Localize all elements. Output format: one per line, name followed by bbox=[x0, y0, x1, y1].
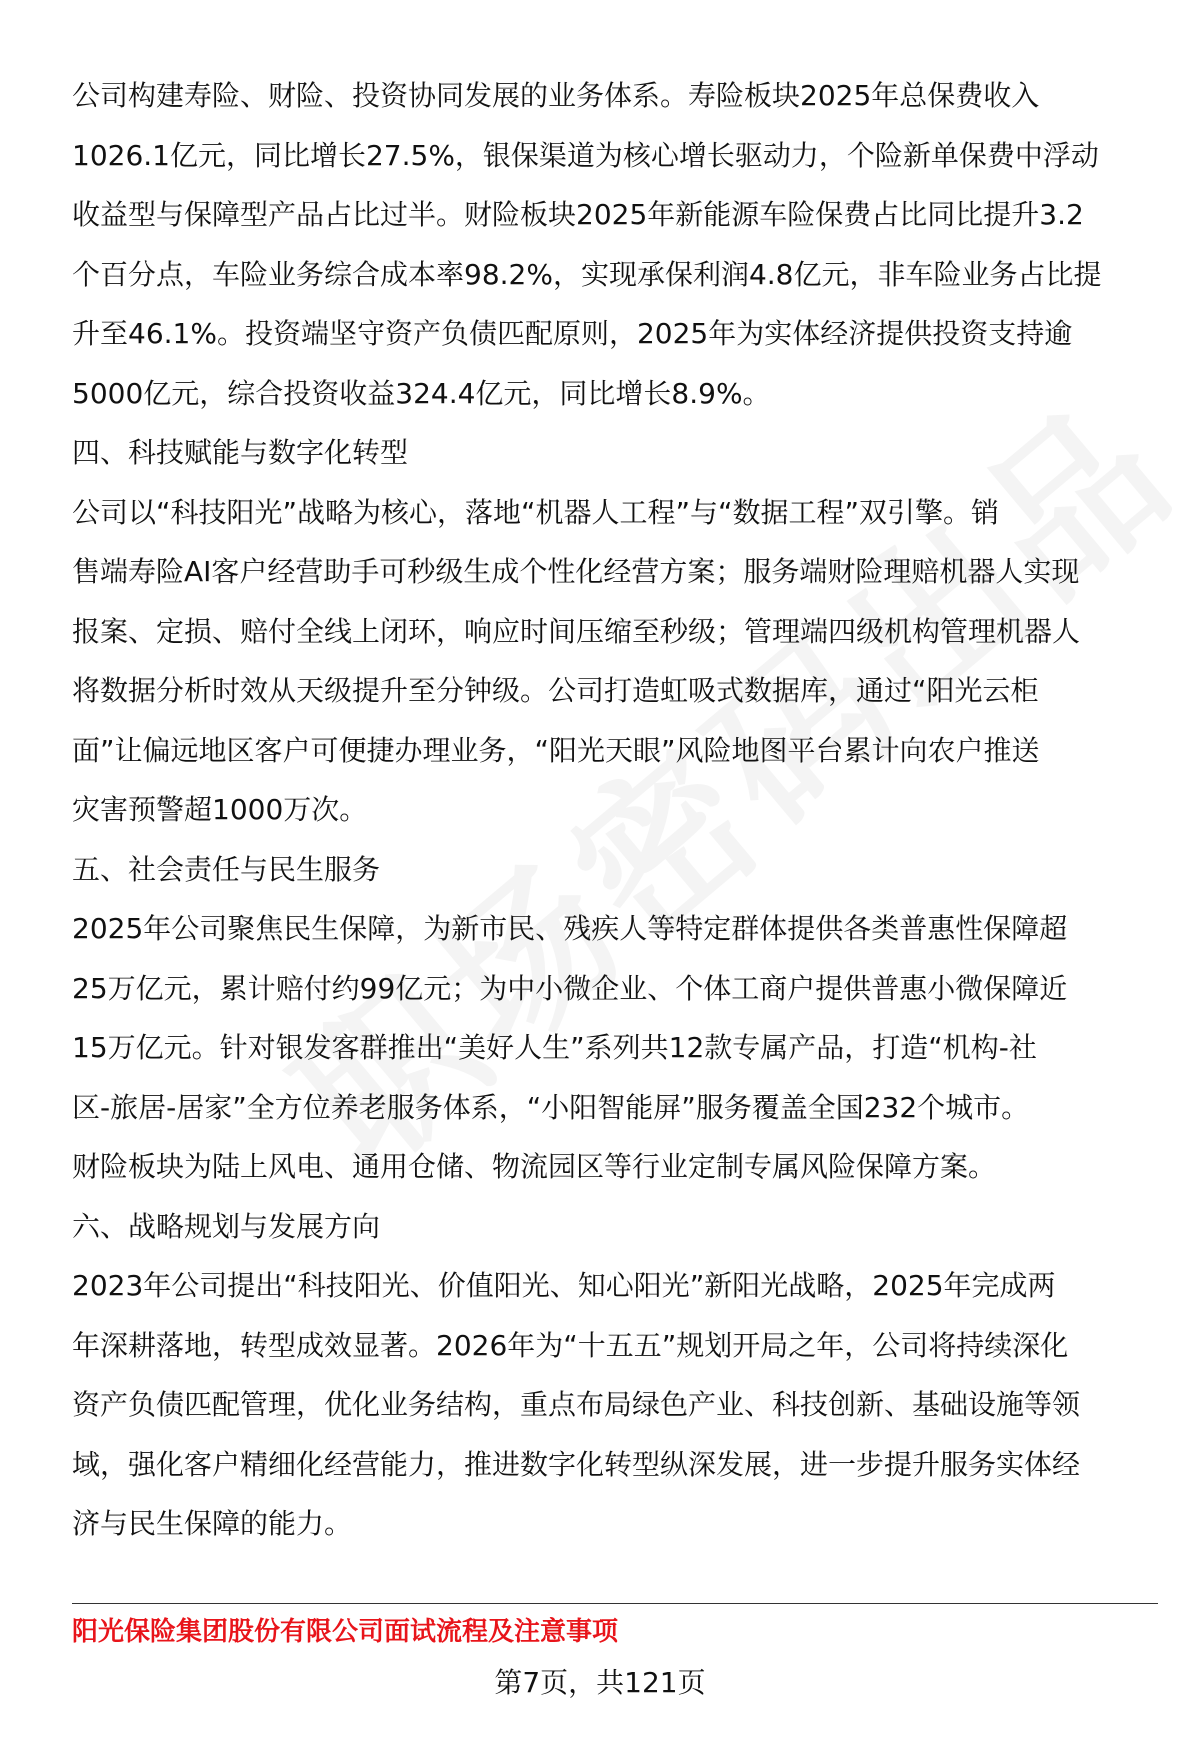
section-heading: 六、战略规划与发展方向 bbox=[72, 1209, 381, 1243]
paragraph-line: 面”让偏远地区客户可便捷办理业务，“阳光天眼”风险地图平台累计向农户推送 bbox=[72, 733, 1040, 767]
paragraph-line: 升至46.1%。投资端坚守资产负债匹配原则，2025年为实体经济提供投资支持逾 bbox=[72, 317, 1073, 350]
paragraph-line: 济与民生保障的能力。 bbox=[72, 1507, 353, 1540]
footer-title: 阳光保险集团股份有限公司面试流程及注意事项 bbox=[72, 1617, 619, 1647]
paragraph-line: 年深耕落地，转型成效显著。2026年为“十五五”规划开局之年，公司将持续深化 bbox=[72, 1328, 1069, 1362]
section-heading: 四、科技赋能与数字化转型 bbox=[72, 436, 409, 469]
footer-divider bbox=[72, 1603, 1158, 1604]
paragraph-line: 公司以“科技阳光”战略为核心，落地“机器人工程”与“数据工程”双引擎。销 bbox=[72, 495, 1000, 529]
paragraph-line: 公司构建寿险、财险、投资协同发展的业务体系。寿险板块2025年总保费收入 bbox=[72, 79, 1040, 112]
paragraph-line: 将数据分析时效从天级提升至分钟级。公司打造虹吸式数据库，通过“阳光云柜 bbox=[72, 674, 1039, 707]
paragraph-line: 资产负债匹配管理，优化业务结构，重点布局绿色产业、科技创新、基础设施等领 bbox=[72, 1388, 1081, 1421]
page-number: 第7页，共121页 bbox=[494, 1666, 706, 1699]
section-heading: 五、社会责任与民生服务 bbox=[72, 852, 381, 886]
paragraph-line: 域，强化客户精细化经营能力，推进数字化转型纵深发展，进一步提升服务实体经 bbox=[72, 1447, 1081, 1481]
paragraph-line: 个百分点，车险业务综合成本率98.2%，实现承保利润4.8亿元，非车险业务占比提 bbox=[72, 257, 1102, 291]
paragraph-line: 售端寿险AI客户经营助手可秒级生成个性化经营方案；服务端财险理赔机器人实现 bbox=[72, 555, 1080, 588]
paragraph-line: 灾害预警超1000万次。 bbox=[72, 793, 368, 826]
document-body bbox=[72, 66, 1160, 1554]
paragraph-line: 区-旅居-居家”全方位养老服务体系，“小阳智能屏”服务覆盖全国232个城市。 bbox=[72, 1090, 1030, 1124]
paragraph-line: 2023年公司提出“科技阳光、价值阳光、知心阳光”新阳光战略，2025年完成两 bbox=[72, 1269, 1056, 1302]
paragraph-line: 25万亿元，累计赔付约99亿元；为中小微企业、个体工商户提供普惠小微保障近 bbox=[72, 971, 1068, 1005]
paragraph-line: 2025年公司聚焦民生保障，为新市民、残疾人等特定群体提供各类普惠性保障超 bbox=[72, 912, 1068, 945]
paragraph-line: 报案、定损、赔付全线上闭环，响应时间压缩至秒级；管理端四级机构管理机器人 bbox=[72, 614, 1081, 648]
paragraph-line: 15万亿元。针对银发客群推出“美好人生”系列共12款专属产品，打造“机构-社 bbox=[72, 1031, 1037, 1064]
paragraph-line: 收益型与保障型产品占比过半。财险板块2025年新能源车险保费占比同比提升3.2 bbox=[72, 198, 1084, 231]
paragraph-line: 财险板块为陆上风电、通用仓储、物流园区等行业定制专属风险保障方案。 bbox=[72, 1150, 997, 1183]
paragraph-line: 5000亿元，综合投资收益324.4亿元，同比增长8.9%。 bbox=[72, 376, 771, 410]
paragraph-line: 1026.1亿元，同比增长27.5%，银保渠道为核心增长驱动力，个险新单保费中浮动 bbox=[72, 138, 1099, 172]
